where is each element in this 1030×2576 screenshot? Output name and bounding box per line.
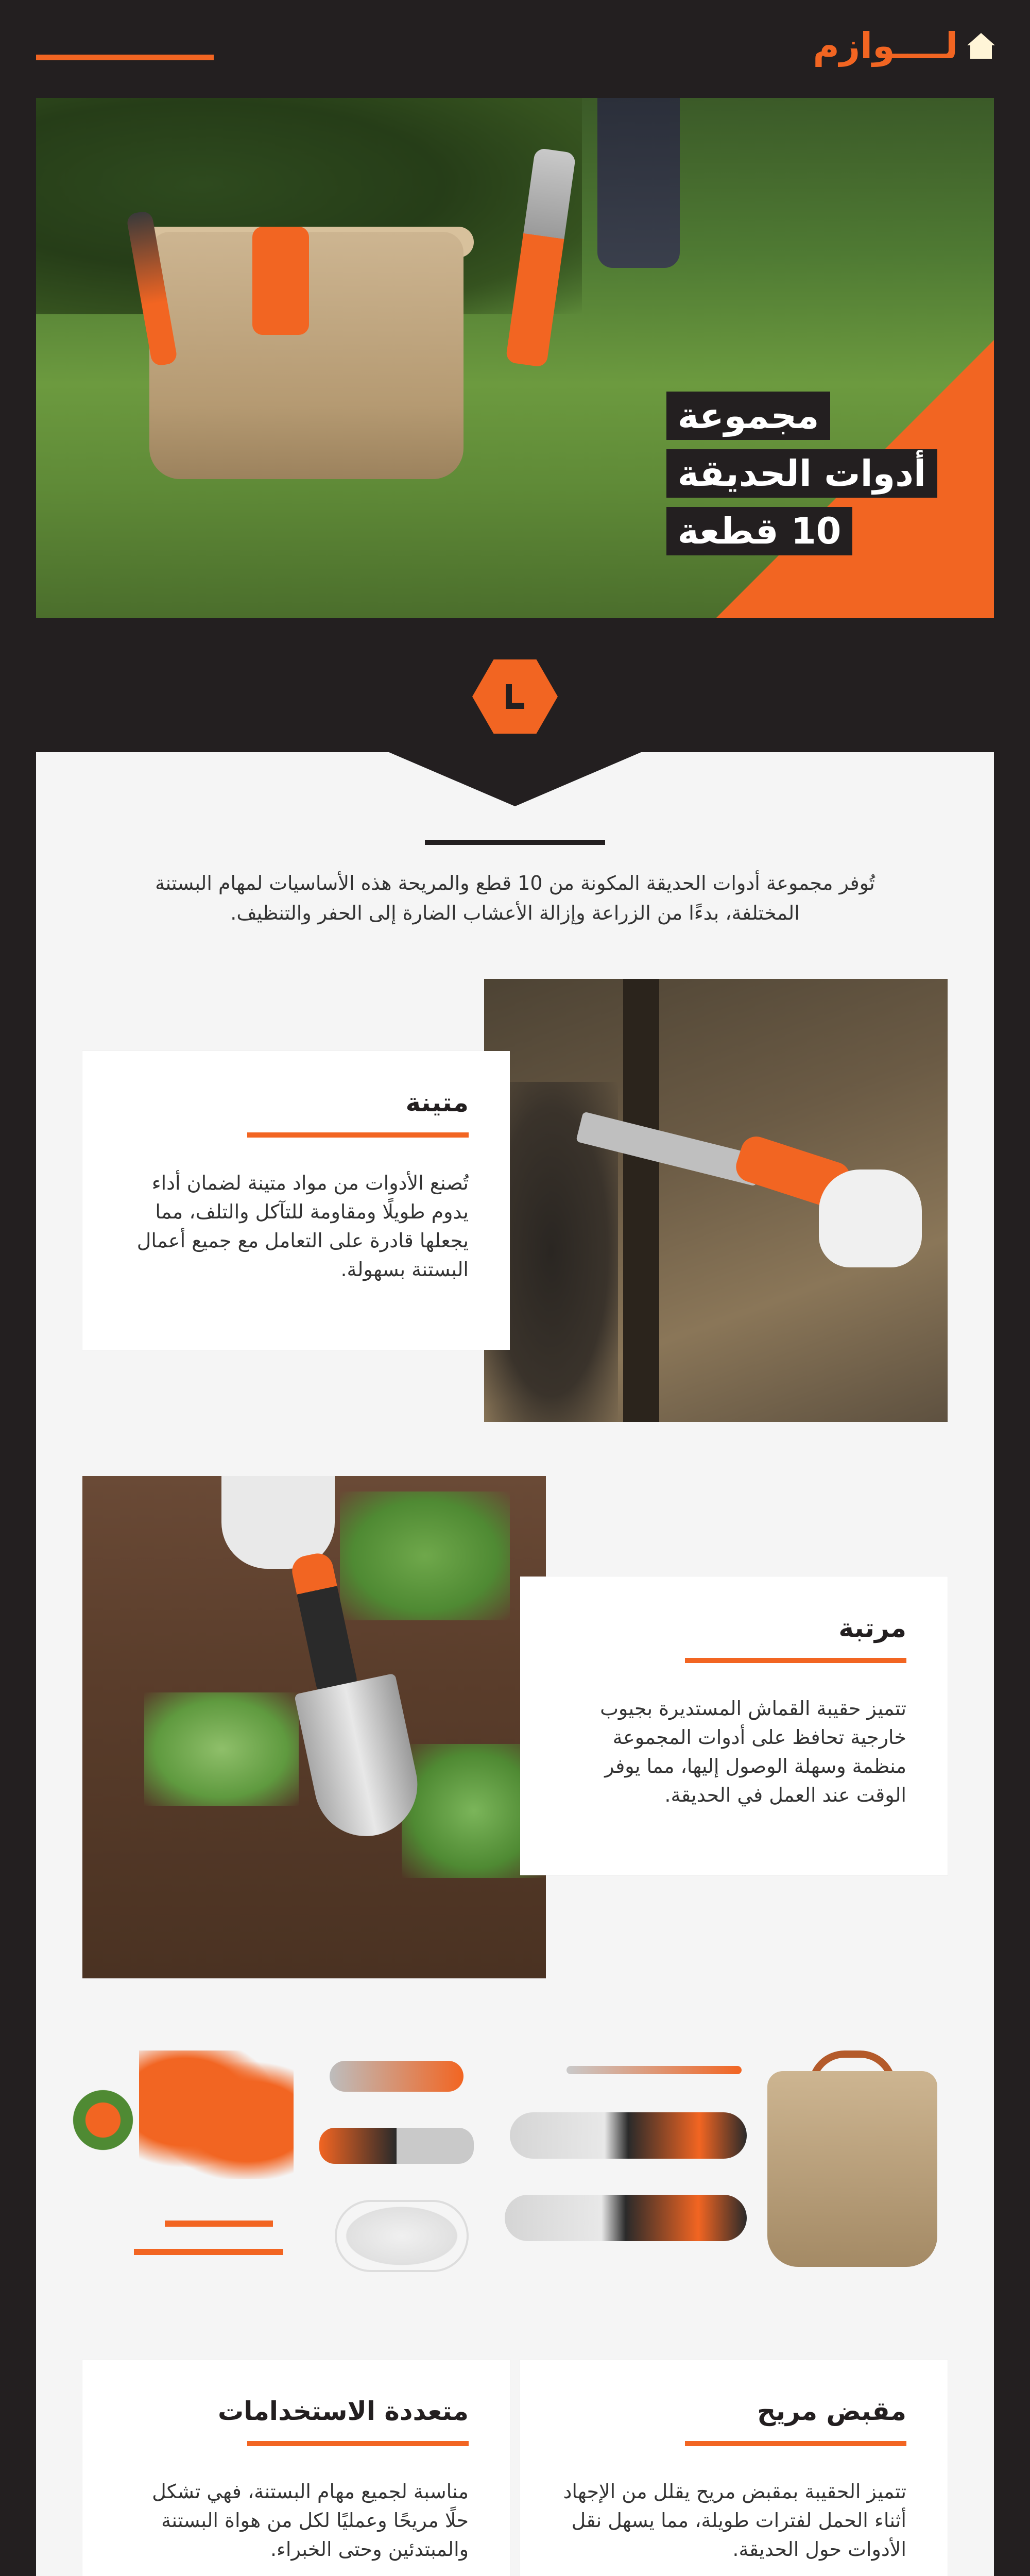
- feature-card-title: مرتبة: [838, 1613, 906, 1643]
- sprayer-product: [335, 2200, 469, 2272]
- feature-card-title: مقبض مريح: [757, 2396, 906, 2426]
- bag-product: [767, 2071, 937, 2267]
- hero-title: [666, 392, 937, 555]
- feature-card-handle: [520, 2360, 948, 2576]
- hero-title-line-3: 10 قطعة: [666, 507, 853, 555]
- hero-image: [36, 98, 994, 618]
- gloves-product: [139, 2050, 294, 2179]
- product-set-image: [72, 2050, 968, 2287]
- card-divider: [685, 1658, 906, 1663]
- feature-card-organized: [520, 1577, 948, 1875]
- logo-text: لــــوازم: [813, 25, 958, 67]
- feature-card-text: مناسبة لجميع مهام البستنة، فهي تشكل حلًا مريحًا وعمليًا لكل من هواة البستنة والمبتدئين وحتى الخبراء.: [152, 2480, 469, 2561]
- feature-card-title: متينة: [405, 1088, 469, 1117]
- intro-divider: [425, 840, 605, 845]
- trowel-photo: [82, 1476, 546, 1978]
- header-accent-line: [36, 55, 214, 60]
- feature-card-title: متعددة الاستخدامات: [217, 2396, 469, 2426]
- feature-card-text: تُصنع الأدوات من مواد متينة لضمان أداء يدوم طويلًا ومقاومة للتآكل والتلف، مما يجعلها قادرة على التعامل مع جميع أعمال البستنة بسهولة.: [136, 1172, 469, 1281]
- house-icon: [967, 33, 995, 59]
- brand-badge-icon: [472, 659, 558, 734]
- feature-card-text: تتميز حقيبة القماش المستديرة بجيوب خارجية تحافظ على أدوات المجموعة منظمة وسهلة الوصول إليها، مما يوفر الوقت عند العمل في الحديقة.: [600, 1697, 906, 1806]
- feature-card-durable: [82, 1051, 510, 1350]
- trowel-product: [510, 2112, 747, 2159]
- card-divider: [247, 1132, 469, 1138]
- feature-card-text: تتميز الحقيبة بمقبض مريح يقلل من الإجهاد أثناء الحمل لفترات طويلة، مما يسهل نقل الأدوات حول الحديقة.: [563, 2480, 906, 2561]
- card-divider: [685, 2441, 906, 2446]
- card-divider: [247, 2441, 469, 2446]
- panel-notch: [389, 752, 641, 806]
- feature-card-versatile: [82, 2360, 510, 2576]
- pruner-product: [330, 2061, 464, 2092]
- intro-text: تُوفر مجموعة أدوات الحديقة المكونة من 10 قطع والمريحة هذه الأساسيات لمهام البستنة المختلفة، بدءًا من الزراعة وإزالة الأعشاب الضارة إلى الحفر والتنظيف.: [155, 872, 875, 924]
- saw-photo: [484, 979, 948, 1422]
- knife-product: [319, 2128, 474, 2164]
- hero-title-line-2: أدوات الحديقة: [666, 449, 937, 498]
- wire-reel-icon: [72, 2081, 134, 2159]
- rake-product: [505, 2195, 747, 2241]
- hero-title-line-1: مجموعة: [666, 392, 831, 440]
- brand-logo: [813, 23, 995, 69]
